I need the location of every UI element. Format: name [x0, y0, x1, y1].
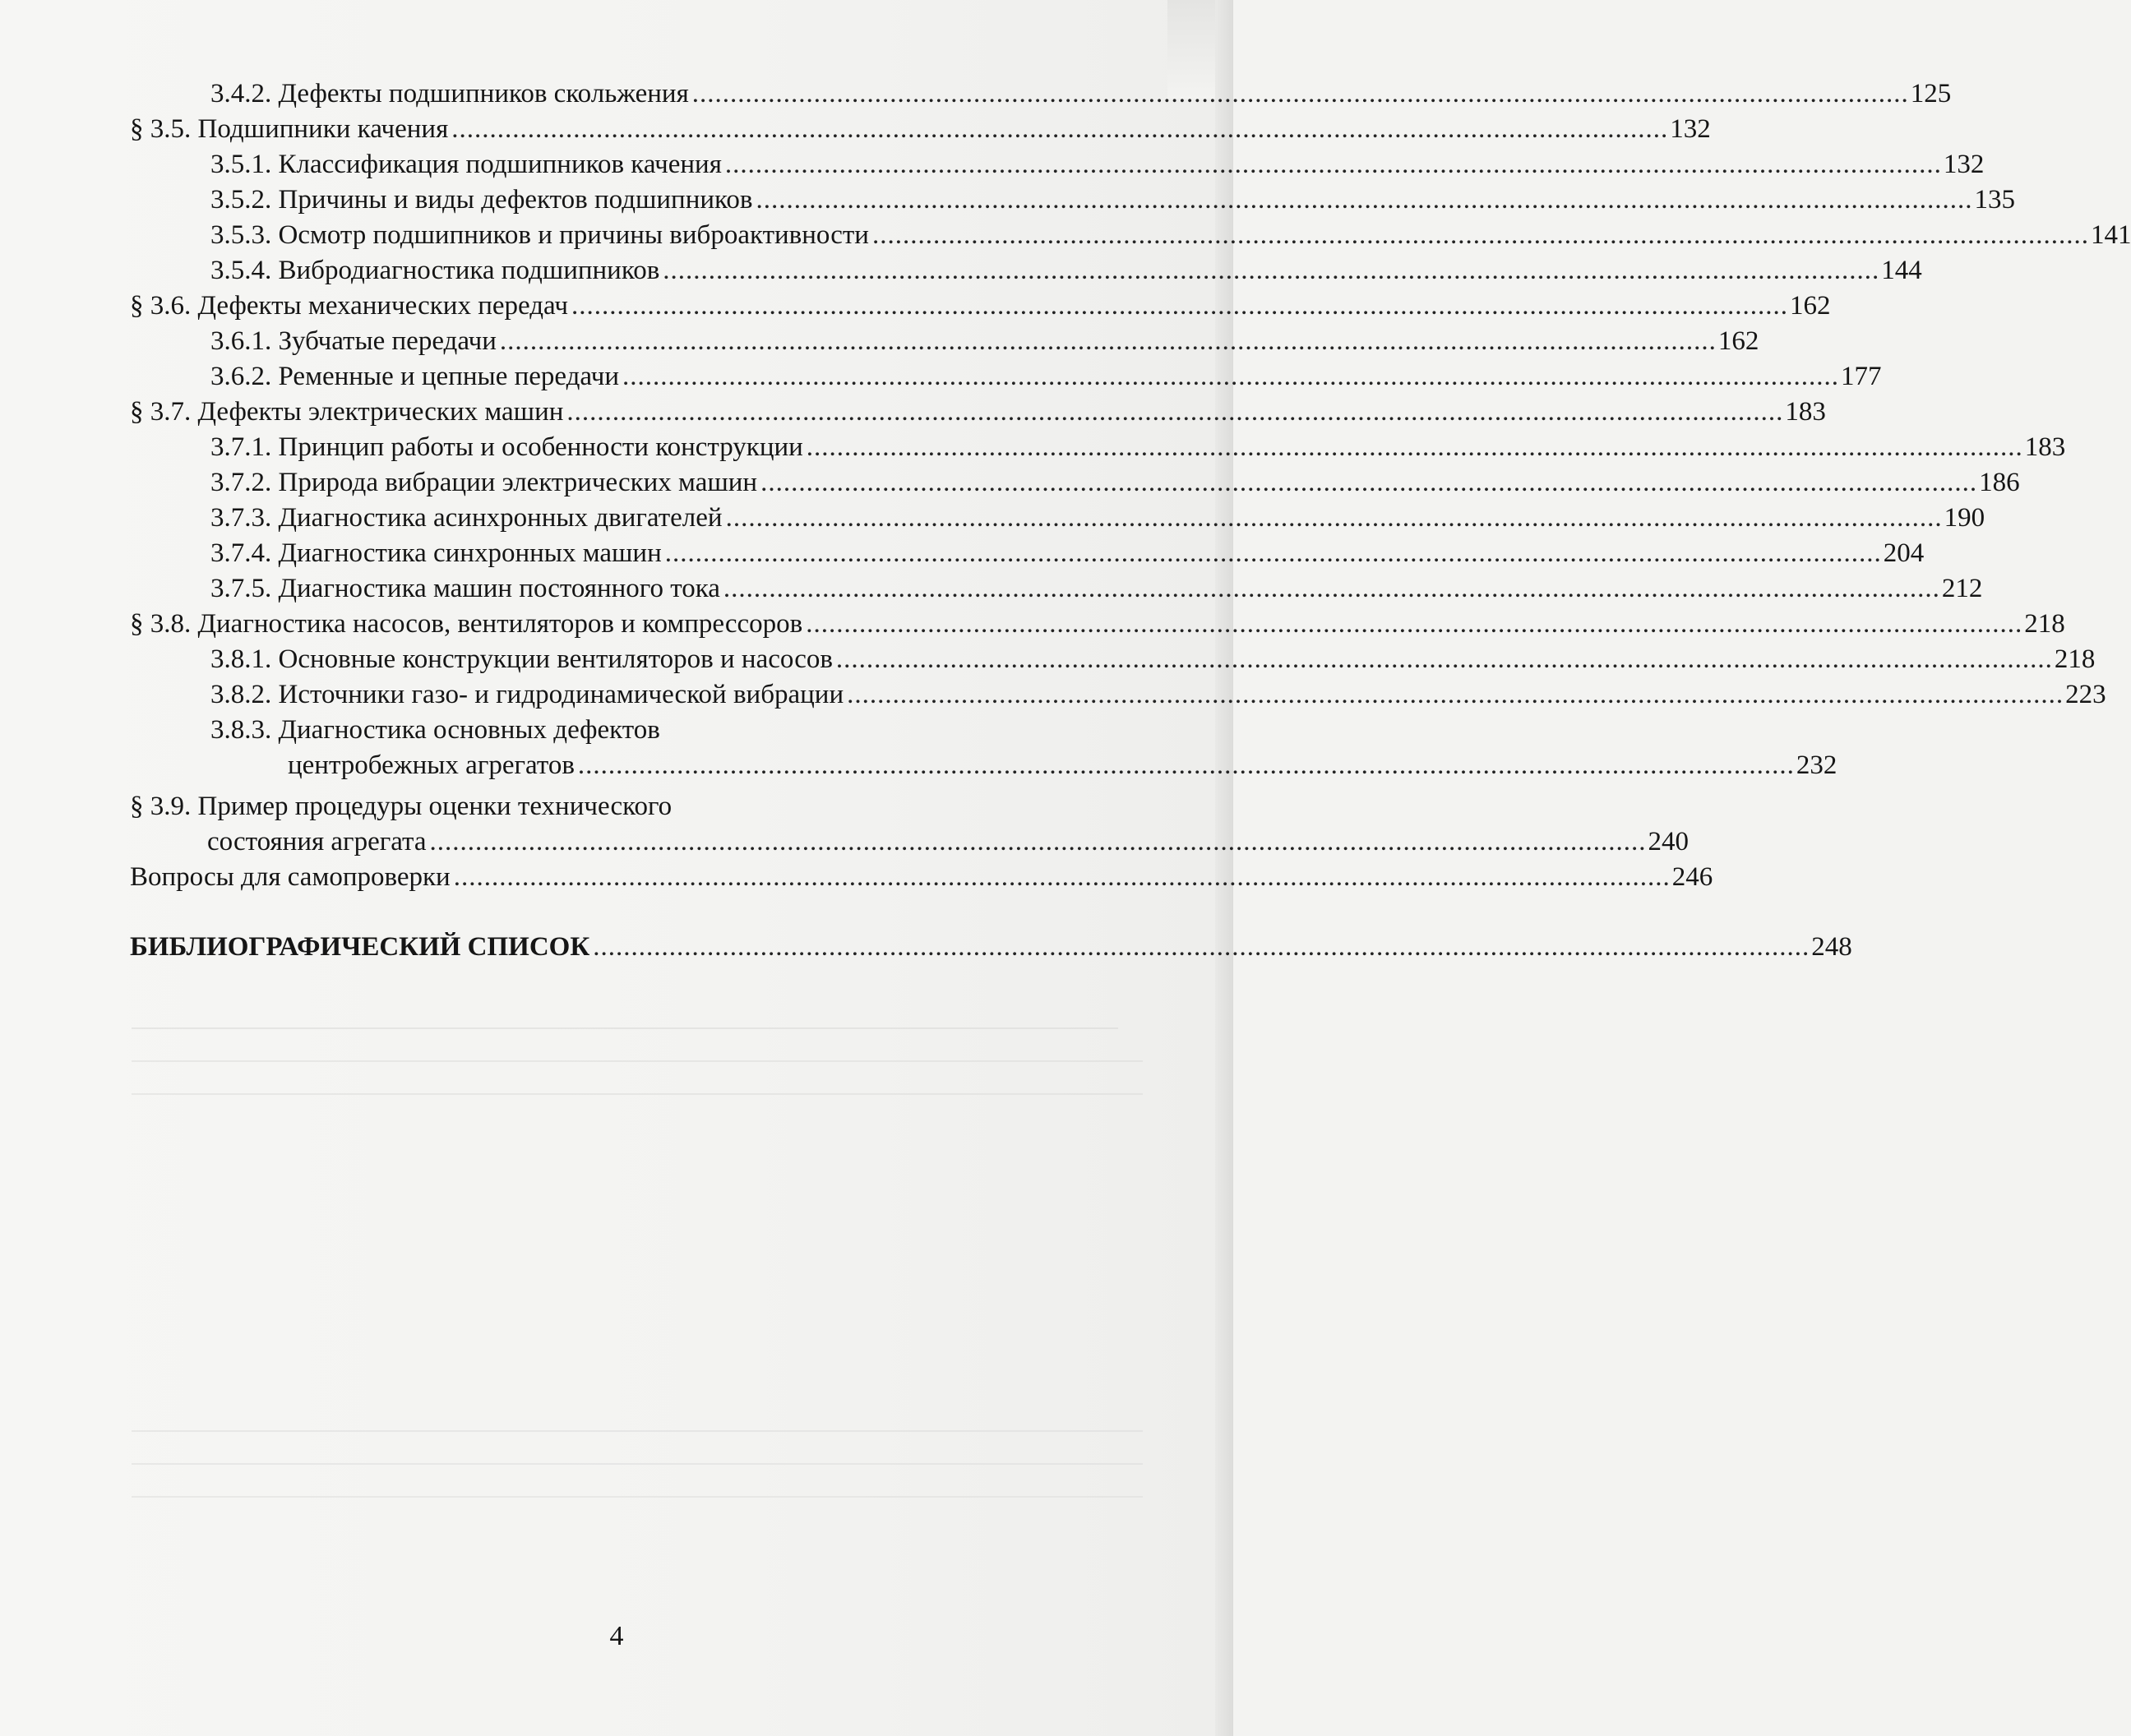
toc-entry[interactable]: [210, 535, 1925, 571]
bleed-through: [132, 1093, 1143, 1095]
toc-entry-page: 183: [1785, 397, 1826, 427]
toc-entry-title: 3.4.2. Дефекты подшипников скольжения: [210, 79, 689, 108]
dot-leader: ................................................................................................................................................................: [566, 397, 1784, 427]
bleed-through: [132, 1463, 1143, 1465]
toc-entry-page: 232: [1796, 750, 1837, 780]
toc-entry-page: 223: [2065, 680, 2106, 709]
toc-entry[interactable]: [130, 859, 1713, 895]
dot-leader: ................................................................................................................................................................: [756, 185, 1973, 215]
dot-leader: ................................................................................................................................................................: [593, 932, 1810, 962]
toc-entry-page: 218: [2054, 644, 2096, 674]
toc-entry-title: 3.5.4. Вибродиагностика подшипников: [210, 256, 660, 285]
dot-leader: ................................................................................................................................................................: [725, 503, 1943, 533]
dot-leader: ................................................................................................................................................................: [429, 827, 1647, 856]
toc-entry-page: 177: [1840, 362, 1882, 391]
toc-entry-page: 183: [2024, 432, 2066, 462]
toc-entry-heading[interactable]: [130, 788, 1135, 824]
toc-entry[interactable]: [210, 464, 2020, 501]
toc-entry[interactable]: [288, 747, 1837, 783]
toc-entry[interactable]: [210, 146, 1985, 182]
toc-entry-title: 3.7.1. Принцип работы и особенности конструкции: [210, 432, 803, 462]
toc-entry-page: 125: [1910, 79, 1952, 108]
toc-entry-title: 3.6.2. Ременные и цепные передачи: [210, 362, 619, 391]
dot-leader: ................................................................................................................................................................: [806, 609, 2023, 639]
dot-leader: ................................................................................................................................................................: [663, 256, 1880, 285]
dot-leader: ................................................................................................................................................................: [451, 114, 1669, 144]
toc-entry[interactable]: [210, 323, 1759, 359]
toc-entry-title: 3.7.4. Диагностика синхронных машин: [210, 538, 662, 568]
toc-entry-title: § 3.7. Дефекты электрических машин: [130, 397, 564, 427]
toc-entry[interactable]: [210, 500, 1985, 536]
toc-entry-title: 3.7.5. Диагностика машин постоянного тока: [210, 574, 720, 603]
toc-entry-title: § 3.5. Подшипники качения: [130, 114, 449, 144]
toc-entry-page: 204: [1883, 538, 1925, 568]
toc-entry-title: состояния агрегата: [207, 827, 427, 856]
dot-leader: ................................................................................................................................................................: [622, 362, 1839, 391]
toc-entry-title: 3.7.3. Диагностика асинхронных двигателей: [210, 503, 723, 533]
toc-entry-title: 3.7.2. Природа вибрации электрических машин: [210, 468, 758, 497]
toc-entry-page: 186: [1979, 468, 2020, 497]
dot-leader: ................................................................................................................................................................: [724, 150, 1942, 179]
toc-entry-page: 212: [1941, 574, 1983, 603]
dot-leader: ................................................................................................................................................................: [871, 220, 2089, 250]
toc-entry[interactable]: [130, 606, 2065, 642]
toc-entry-title: § 3.9. Пример процедуры оценки технического: [130, 792, 673, 821]
dot-leader: ................................................................................................................................................................: [760, 468, 1978, 497]
toc-entry[interactable]: [210, 76, 1952, 112]
toc-entry-page: 240: [1648, 827, 1690, 856]
toc-entry-title: § 3.8. Диагностика насосов, вентиляторов и компрессоров: [130, 609, 803, 639]
toc-entry-page: 144: [1881, 256, 1922, 285]
bleed-through: [132, 1430, 1143, 1432]
toc-entry-title: 3.5.3. Осмотр подшипников и причины виброактивности: [210, 220, 869, 250]
bleed-through: [132, 1027, 1118, 1029]
toc-entry-page: 162: [1789, 291, 1831, 321]
page-number: 4: [609, 1621, 624, 1651]
toc-entry-title: центробежных агрегатов: [288, 750, 575, 780]
toc-entry[interactable]: [210, 217, 2131, 253]
dot-leader: ................................................................................................................................................................: [723, 574, 1940, 603]
toc-entry-page: 218: [2024, 609, 2065, 639]
toc-entry-page: 248: [1811, 932, 1852, 962]
toc-entry-heading[interactable]: [210, 712, 1135, 748]
dot-leader: ................................................................................................................................................................: [664, 538, 1882, 568]
toc-entry-title: 3.8.3. Диагностика основных дефектов: [210, 715, 660, 745]
toc-entry-title: 3.6.1. Зубчатые передачи: [210, 326, 497, 356]
dot-leader: ................................................................................................................................................................: [499, 326, 1717, 356]
toc-entry-page: 246: [1671, 862, 1713, 892]
dot-leader: ................................................................................................................................................................: [835, 644, 2053, 674]
dot-leader: ................................................................................................................................................................: [691, 79, 1909, 108]
toc-entry-page: 135: [1974, 185, 2015, 215]
toc-entry[interactable]: [210, 429, 2066, 465]
toc-entry-page: 190: [1944, 503, 1985, 533]
toc-entry[interactable]: [210, 358, 1882, 395]
toc-entry[interactable]: [210, 676, 2106, 713]
toc-entry[interactable]: [210, 570, 1983, 607]
bleed-through: [132, 1496, 1143, 1498]
toc-entry[interactable]: [130, 929, 1852, 965]
bleed-through: [132, 1060, 1143, 1062]
dot-leader: ................................................................................................................................................................: [577, 750, 1795, 780]
toc-entry-title: § 3.6. Дефекты механических передач: [130, 291, 568, 321]
toc-entry-title: 3.8.2. Источники газо- и гидродинамической вибрации: [210, 680, 844, 709]
toc-entry-page: 132: [1943, 150, 1985, 179]
toc-entry[interactable]: [130, 394, 1826, 430]
dot-leader: ................................................................................................................................................................: [571, 291, 1788, 321]
toc-entry[interactable]: [130, 111, 1711, 147]
toc-entry-page: 162: [1717, 326, 1759, 356]
dot-leader: ................................................................................................................................................................: [806, 432, 2023, 462]
dot-leader: ................................................................................................................................................................: [847, 680, 2064, 709]
toc-entry[interactable]: [130, 288, 1831, 324]
toc-entry[interactable]: [210, 252, 1922, 289]
toc-entry[interactable]: [210, 641, 2096, 677]
toc-entry[interactable]: [210, 182, 2015, 218]
toc-entry-page: 132: [1670, 114, 1711, 144]
toc-entry-title: Вопросы для самопроверки: [130, 862, 451, 892]
toc-entry[interactable]: [207, 824, 1690, 860]
toc-entry-title: 3.5.2. Причины и виды дефектов подшипников: [210, 185, 753, 215]
toc-entry-title: 3.8.1. Основные конструкции вентиляторов и насосов: [210, 644, 833, 674]
toc-entry-title: БИБЛИОГРАФИЧЕСКИЙ СПИСОК: [130, 932, 590, 962]
toc-entry-title: 3.5.1. Классификация подшипников качения: [210, 150, 722, 179]
toc-entry-page: 141: [2090, 220, 2131, 250]
dot-leader: ................................................................................................................................................................: [453, 862, 1671, 892]
